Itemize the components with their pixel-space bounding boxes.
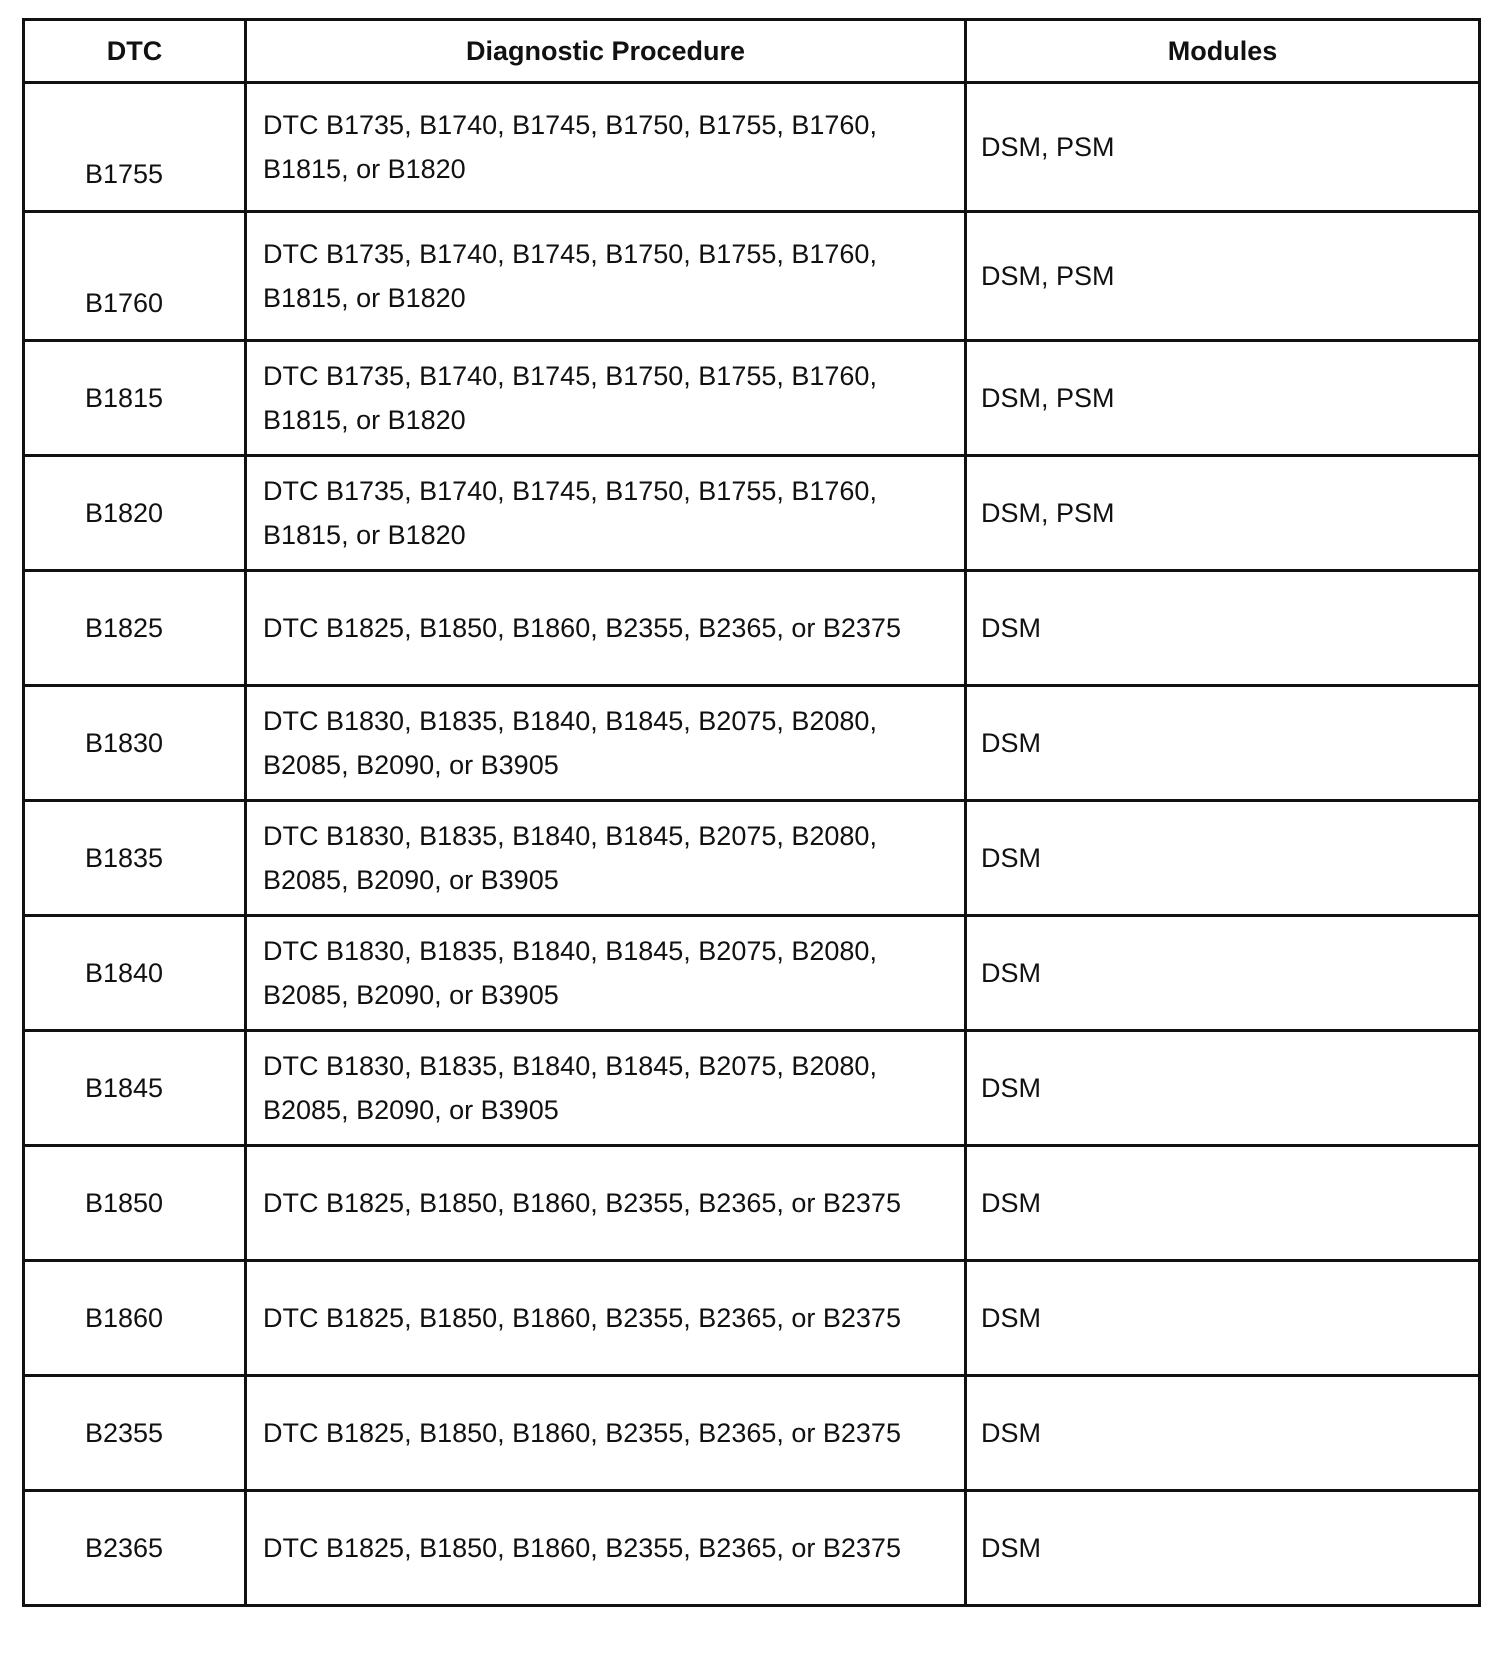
header-row [24, 20, 1480, 83]
table-row [24, 212, 1480, 341]
modules-cell: DSM, PSM [966, 456, 1480, 571]
procedure-cell: DTC B1825, B1850, B1860, B2355, B2365, or B2375 [246, 1146, 966, 1261]
table-row [24, 341, 1480, 456]
modules-cell: DSM [966, 571, 1480, 686]
modules-cell: DSM [966, 1031, 1480, 1146]
procedure-cell: DTC B1735, B1740, B1745, B1750, B1755, B1760, B1815, or B1820 [246, 212, 966, 341]
modules-cell: DSM [966, 1376, 1480, 1491]
modules-cell: DSM [966, 801, 1480, 916]
header-diagnostic-procedure: Diagnostic Procedure [246, 20, 966, 83]
dtc-cell: B2355 [24, 1376, 246, 1491]
modules-cell: DSM [966, 1146, 1480, 1261]
procedure-cell: DTC B1735, B1740, B1745, B1750, B1755, B1760, B1815, or B1820 [246, 341, 966, 456]
procedure-cell: DTC B1830, B1835, B1840, B1845, B2075, B2080, B2085, B2090, or B3905 [246, 916, 966, 1031]
dtc-cell: B1815 [24, 341, 246, 456]
table-row [24, 1491, 1480, 1606]
table-body [24, 83, 1480, 1606]
table-row [24, 83, 1480, 212]
modules-cell: DSM, PSM [966, 341, 1480, 456]
procedure-cell: DTC B1825, B1850, B1860, B2355, B2365, or B2375 [246, 571, 966, 686]
table-row [24, 456, 1480, 571]
modules-cell: DSM, PSM [966, 83, 1480, 212]
table-row [24, 686, 1480, 801]
modules-cell: DSM [966, 916, 1480, 1031]
dtc-cell: B1755 [24, 83, 246, 212]
table-row [24, 1031, 1480, 1146]
procedure-cell: DTC B1735, B1740, B1745, B1750, B1755, B1760, B1815, or B1820 [246, 83, 966, 212]
dtc-cell: B1860 [24, 1261, 246, 1376]
table-row [24, 1146, 1480, 1261]
header-modules: Modules [966, 20, 1480, 83]
table-row [24, 1376, 1480, 1491]
procedure-cell: DTC B1825, B1850, B1860, B2355, B2365, or B2375 [246, 1491, 966, 1606]
modules-cell: DSM [966, 686, 1480, 801]
table-header [24, 20, 1480, 83]
table-row [24, 571, 1480, 686]
dtc-cell: B1840 [24, 916, 246, 1031]
table-row [24, 1261, 1480, 1376]
procedure-cell: DTC B1825, B1850, B1860, B2355, B2365, or B2375 [246, 1376, 966, 1491]
procedure-cell: DTC B1735, B1740, B1745, B1750, B1755, B1760, B1815, or B1820 [246, 456, 966, 571]
table-row [24, 801, 1480, 916]
procedure-cell: DTC B1825, B1850, B1860, B2355, B2365, or B2375 [246, 1261, 966, 1376]
dtc-cell: B1760 [24, 212, 246, 341]
dtc-table [22, 18, 1481, 1607]
dtc-cell: B1825 [24, 571, 246, 686]
procedure-cell: DTC B1830, B1835, B1840, B1845, B2075, B2080, B2085, B2090, or B3905 [246, 1031, 966, 1146]
header-dtc: DTC [24, 20, 246, 83]
dtc-cell: B1820 [24, 456, 246, 571]
modules-cell: DSM, PSM [966, 212, 1480, 341]
dtc-cell: B1850 [24, 1146, 246, 1261]
dtc-cell: B1845 [24, 1031, 246, 1146]
modules-cell: DSM [966, 1261, 1480, 1376]
dtc-cell: B1830 [24, 686, 246, 801]
dtc-cell: B1835 [24, 801, 246, 916]
modules-cell: DSM [966, 1491, 1480, 1606]
procedure-cell: DTC B1830, B1835, B1840, B1845, B2075, B2080, B2085, B2090, or B3905 [246, 686, 966, 801]
procedure-cell: DTC B1830, B1835, B1840, B1845, B2075, B2080, B2085, B2090, or B3905 [246, 801, 966, 916]
table-row [24, 916, 1480, 1031]
dtc-cell: B2365 [24, 1491, 246, 1606]
